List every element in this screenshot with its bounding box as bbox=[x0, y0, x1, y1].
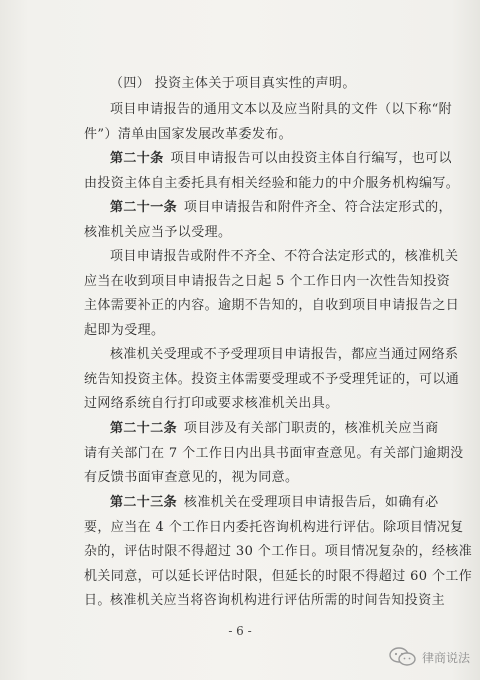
paragraph-line: 核准机关在受理项目申请报告后，如确有必 bbox=[183, 495, 439, 510]
paragraph-line: （四） 投资主体关于项目真实性的声明。 bbox=[110, 76, 356, 91]
paragraph-line: 件”）清单由国家发展改革委发布。 bbox=[84, 126, 293, 142]
article-21 bbox=[84, 196, 452, 245]
paragraph-2 bbox=[84, 98, 453, 147]
paragraph-line: 核准机关受理或不予受理项目申请报告，都应当通过网络系 bbox=[110, 347, 459, 362]
paragraph-line: 有反馈书面审查意见的，视为同意。 bbox=[84, 470, 299, 485]
paragraph-line: 统告知投资主体。投资主体需要受理或不予受理凭证的，可以通 bbox=[84, 371, 460, 387]
paragraph-1 bbox=[84, 72, 399, 97]
paragraph-line: 杂的，评估时限不得超过 30 个工作日。项目情况复杂的，经核准 bbox=[84, 544, 473, 559]
paragraph-line: 核准机关应当予以受理。 bbox=[84, 224, 232, 240]
paragraph-line: 项目申请报告或附件不齐全、不符合法定形式的，核准机关 bbox=[110, 249, 459, 264]
paragraph-line: 项目申请报告和附件齐全、符合法定形式的， bbox=[183, 200, 452, 215]
article-22 bbox=[84, 417, 464, 491]
paragraph-line: 项目申请报告的通用文本以及应当附具的文件（以下称“附 bbox=[110, 102, 453, 117]
paragraph-line: 主体需要补正的内容。逾期不告知的，自收到项目申请报告之日 bbox=[84, 298, 460, 313]
article-heading: 第二十条 bbox=[110, 151, 164, 166]
paragraph-line: 过网络系统自行打印或要求核准机关出具。 bbox=[84, 396, 339, 411]
wechat-icon bbox=[388, 646, 418, 668]
article-heading: 第二十一条 bbox=[110, 200, 178, 215]
paragraph-line: 要，应当在 4 个工作日内委托咨询机构进行评估。除项目情况复 bbox=[84, 519, 464, 535]
paragraph-line: 机关同意，可以延长评估时限，但延长的时限不得超过 60 个工作 bbox=[84, 568, 473, 584]
paragraph-6 bbox=[84, 343, 460, 417]
paragraph-line: 由投资主体自主委托具有相关经验和能力的中介服务机构编写。 bbox=[84, 175, 460, 191]
article-heading: 第二十三条 bbox=[110, 495, 178, 510]
watermark-text: 律商说法 bbox=[421, 650, 470, 665]
paragraph-5 bbox=[84, 245, 460, 343]
watermark bbox=[388, 646, 470, 668]
paragraph-line: 核准机关应当将咨询机构进行评估所需的时间告知投资主 bbox=[110, 593, 446, 608]
paragraph-line: 请有关部门在 7 个工作日内出具书面审查意见。有关部门逾期没 bbox=[84, 445, 464, 461]
article-heading: 第二十二条 bbox=[110, 421, 178, 436]
page-number: - 6 - bbox=[228, 624, 252, 638]
paragraph-9 bbox=[84, 589, 446, 614]
article-20 bbox=[84, 147, 460, 196]
paragraph-line: 起即为受理。 bbox=[84, 322, 165, 338]
paragraph-line: 项目申请报告可以由投资主体自行编写，也可以 bbox=[170, 151, 452, 166]
paragraph-line: 项目涉及有关部门职责的，核准机关应当商 bbox=[183, 421, 439, 436]
paragraph-line: 日。 bbox=[84, 593, 111, 608]
paragraph-line: 应当在收到项目申请报告之日起 5 个工作日内一次性告知投资 bbox=[84, 273, 451, 289]
